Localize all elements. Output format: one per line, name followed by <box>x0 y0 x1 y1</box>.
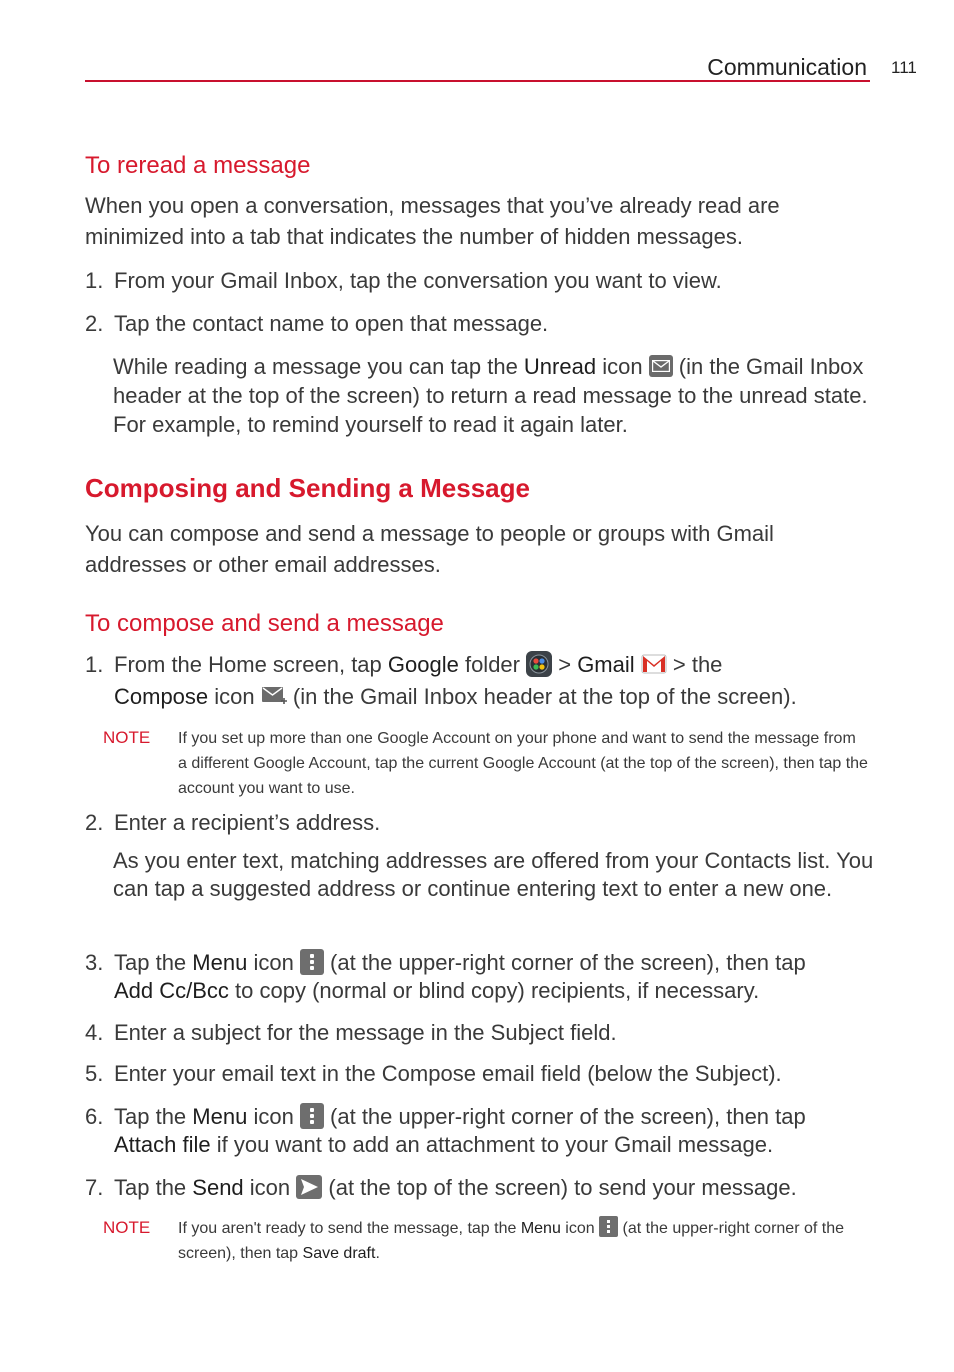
compose-heading: To compose and send a message <box>85 610 444 637</box>
save-draft-label: Save draft <box>302 1245 376 1262</box>
gmail-label: Gmail <box>577 652 635 677</box>
compose-label: Compose <box>114 684 209 709</box>
step-text: From your Gmail Inbox, tap the conversation you want to view. <box>114 268 722 293</box>
composing-heading: Composing and Sending a Message <box>85 473 530 503</box>
section-title: Communication <box>707 54 867 80</box>
step-number: 4. <box>85 1020 104 1045</box>
compose-step-3-cont: Add Cc/Bcc to copy (normal or blind copy) recipients, if necessary. <box>114 978 760 1003</box>
compose-step-6-cont: Attach file if you want to add an attachment to your Gmail message. <box>114 1132 774 1157</box>
compose-step-4: 4. Enter a subject for the message in the Subject field. <box>85 1020 617 1045</box>
step-number: 1. <box>85 268 104 293</box>
menu-label: Menu <box>520 1220 561 1237</box>
add-cc-bcc-label: Add Cc/Bcc <box>114 978 229 1003</box>
page-number: 111 <box>891 58 917 77</box>
note-label: NOTE <box>103 728 151 747</box>
compose-step-5: 5. Enter your email text in the Compose email field (below the Subject). <box>85 1061 782 1086</box>
unread-label: Unread <box>523 354 597 379</box>
note-save-draft: If you aren't ready to send the message, tap the Menu icon (at the upper-right corner of the screen), then tap Save draft. <box>178 1216 868 1266</box>
menu-icon <box>300 949 324 975</box>
reread-intro: When you open a conversation, messages that you’ve already read are minimized into a tab that indicates the number of hidden messages. <box>85 193 780 249</box>
attach-file-label: Attach file <box>114 1132 211 1157</box>
gmail-icon <box>641 652 667 676</box>
reread-step-1 <box>85 266 722 295</box>
reread-heading: To reread a message <box>85 152 311 179</box>
compose-step-2: 2. Enter a recipient’s address. <box>85 810 381 835</box>
menu-icon <box>599 1216 618 1237</box>
compose-step-6: 6. Tap the Menu icon (at the upper-right corner of the screen), then tap <box>85 1104 806 1129</box>
step-number: 7. <box>85 1175 104 1200</box>
note-label: NOTE <box>103 1218 151 1237</box>
google-label: Google <box>387 652 459 677</box>
menu-icon <box>300 1103 324 1129</box>
step-number: 6. <box>85 1104 104 1129</box>
reread-step-2 <box>85 309 548 338</box>
compose-step-7: 7. Tap the Send icon (at the top of the screen) to send your message. <box>85 1175 797 1200</box>
step-number: 3. <box>85 950 104 975</box>
note-account: If you set up more than one Google Account on your phone and want to send the message from a different Google Account, tap the current Google Account (at the top of the screen), then tap the account you want to use. <box>178 730 868 797</box>
compose-step-1: 1. From the Home screen, tap Google folder > Gmail > the <box>85 652 723 677</box>
send-label: Send <box>192 1175 244 1200</box>
step-text: Tap the contact name to open that message. <box>114 311 549 336</box>
compose-step-3: 3. Tap the Menu icon (at the upper-right corner of the screen), then tap <box>85 950 806 975</box>
step-number: 2. <box>85 810 104 835</box>
send-icon <box>296 1175 322 1199</box>
step-number: 5. <box>85 1061 104 1086</box>
unread-mail-icon <box>649 355 673 377</box>
step-number: 1. <box>85 652 104 677</box>
unread-tip: While reading a message you can tap the Unread icon (in the Gmail Inbox header at the top of the screen) to return a read message to the unread state. For example, to remind yourself to read it again later. <box>113 354 868 437</box>
menu-label: Menu <box>192 950 248 975</box>
compose-step-1-cont: Compose icon (in the Gmail Inbox header at the top of the screen). <box>114 684 797 709</box>
header-rule <box>85 80 870 82</box>
recipient-tip: As you enter text, matching addresses are offered from your Contacts list. You can tap a suggested address or continue entering text to enter a new one. <box>113 848 874 901</box>
composing-intro: You can compose and send a message to people or groups with Gmail addresses or other email addresses. <box>85 521 774 577</box>
compose-mail-icon <box>261 683 287 709</box>
step-number: 2. <box>85 311 104 336</box>
menu-label: Menu <box>192 1104 248 1129</box>
google-folder-icon <box>526 651 552 677</box>
